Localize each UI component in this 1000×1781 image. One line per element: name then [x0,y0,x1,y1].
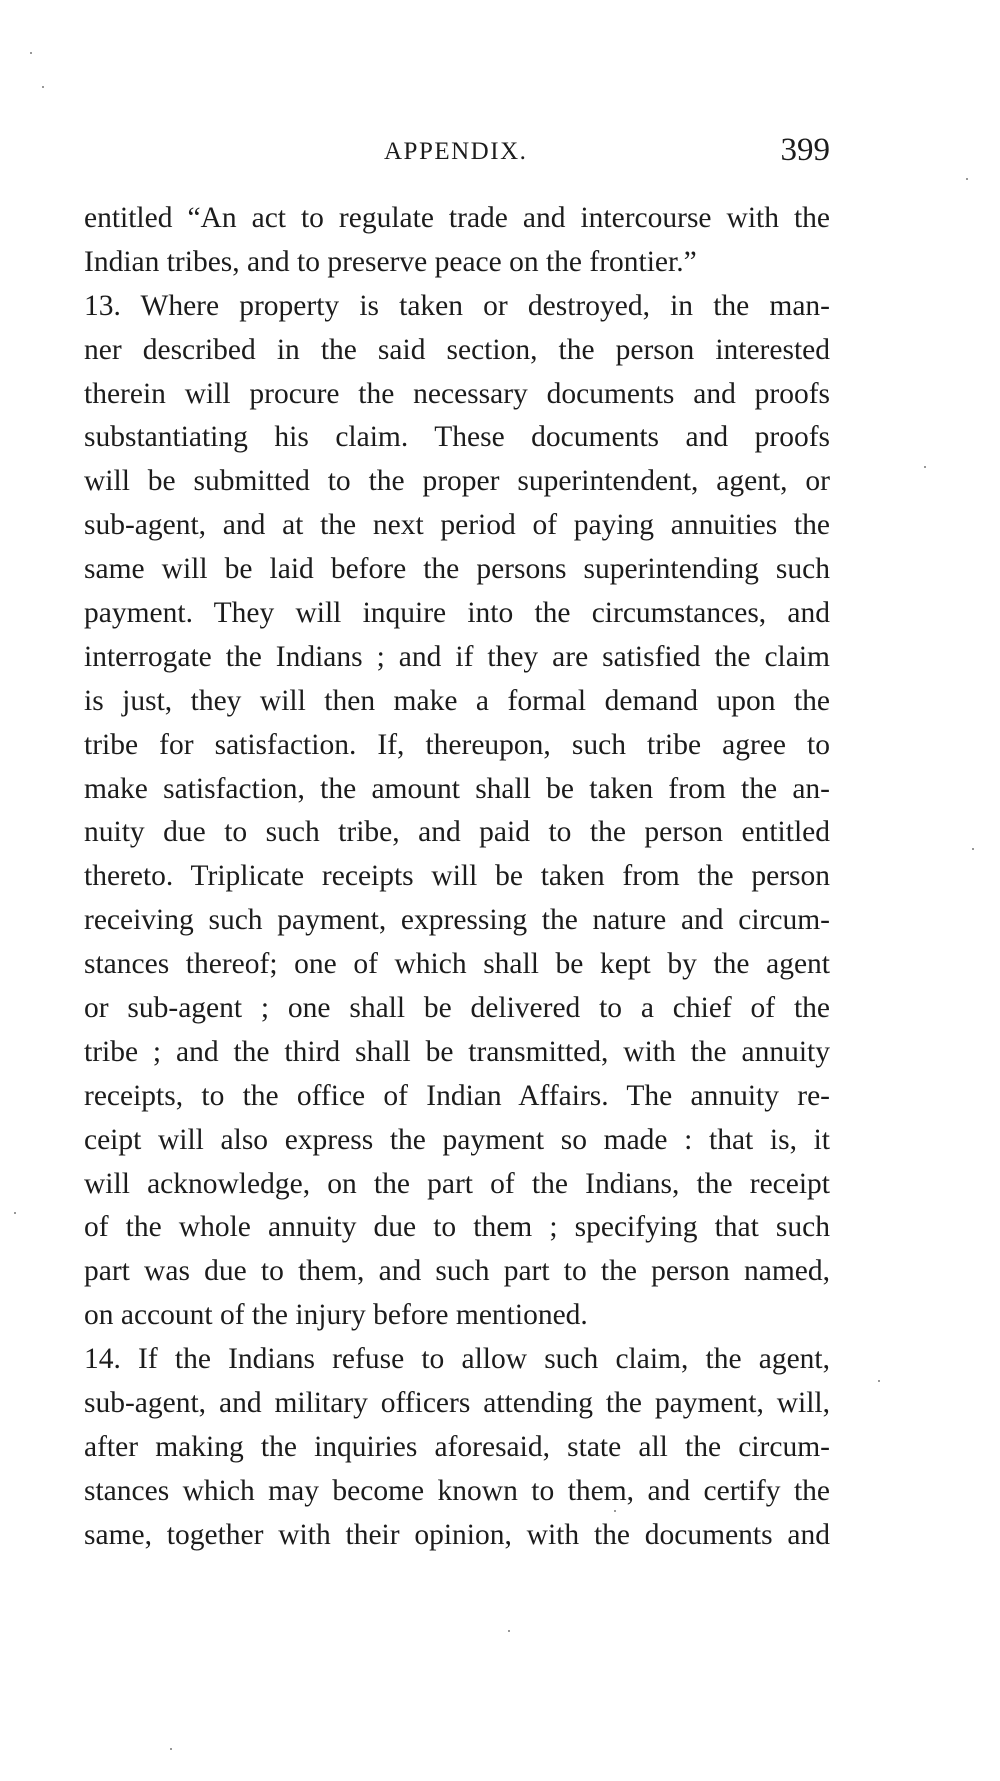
text-line: same, together with their opinion, with the documents and [84,1518,830,1551]
scan-speck [30,52,32,54]
text-line: sub-agent, and military officers attending the payment, will, [84,1387,830,1420]
running-head [84,132,830,172]
text-line: receiving such payment, expressing the nature and circum- [84,904,830,937]
text-line: same will be laid before the persons superintending such [84,553,830,586]
text-line: nuity due to such tribe, and paid to the person entitled [84,816,830,849]
text-line: is just, they will then make a formal demand upon the [84,684,830,717]
paragraph-13-start: 13. Where property is taken or destroyed, in the man- [84,289,830,322]
text-line: stances which may become known to them, and certify the [84,1474,830,1507]
text-line: after making the inquiries aforesaid, state all the circum- [84,1430,830,1463]
scan-speck [14,1212,16,1214]
text-line: interrogate the Indians ; and if they are satisfied the claim [84,640,830,673]
text-line: tribe for satisfaction. If, thereupon, such tribe agree to [84,728,830,761]
text-line: will acknowledge, on the part of the Indians, the receipt [84,1167,830,1200]
scan-speck [966,178,968,180]
text-line: on account of the injury before mentioned. [84,1299,588,1332]
text-line: entitled “An act to regulate trade and intercourse with the [84,202,830,234]
text-line: Indian tribes, and to preserve peace on the frontier.” [84,245,697,278]
text-line: or sub-agent ; one shall be delivered to a chief of the [84,992,830,1025]
scan-speck [508,1630,510,1632]
text-line: ner described in the said section, the person interested [84,333,830,366]
text-line: receipts, to the office of Indian Affairs. The annuity re- [84,1079,830,1112]
text-line: part was due to them, and such part to the person named, [84,1255,830,1288]
scan-speck [614,1510,616,1512]
scan-speck [170,1748,172,1750]
text-line: substantiating his claim. These documents and proofs [84,421,830,454]
paragraph-14-start: 14. If the Indians refuse to allow such claim, the agent, [84,1343,830,1376]
text-line: therein will procure the necessary documents and proofs [84,377,830,410]
text-line: sub-agent, and at the next period of paying annuities the [84,509,830,542]
body-text [84,197,830,1558]
text-line: of the whole annuity due to them ; specifying that such [84,1211,830,1244]
scan-speck [878,1380,880,1382]
scan-speck [42,86,44,88]
text-line: tribe ; and the third shall be transmitted, with the annuity [84,1035,830,1068]
text-line: thereto. Triplicate receipts will be taken from the person [84,860,830,893]
text-line: make satisfaction, the amount shall be taken from the an- [84,772,830,805]
page-number: 399 [780,132,830,168]
scan-speck [972,848,974,850]
text-line: will be submitted to the proper superintendent, agent, or [84,465,830,498]
text-line: ceipt will also express the payment so made : that is, it [84,1123,830,1156]
scan-speck [924,466,926,468]
text-line: payment. They will inquire into the circumstances, and [84,597,830,630]
text-line: stances thereof; one of which shall be kept by the agent [84,948,830,981]
running-title: APPENDIX. [384,138,528,165]
